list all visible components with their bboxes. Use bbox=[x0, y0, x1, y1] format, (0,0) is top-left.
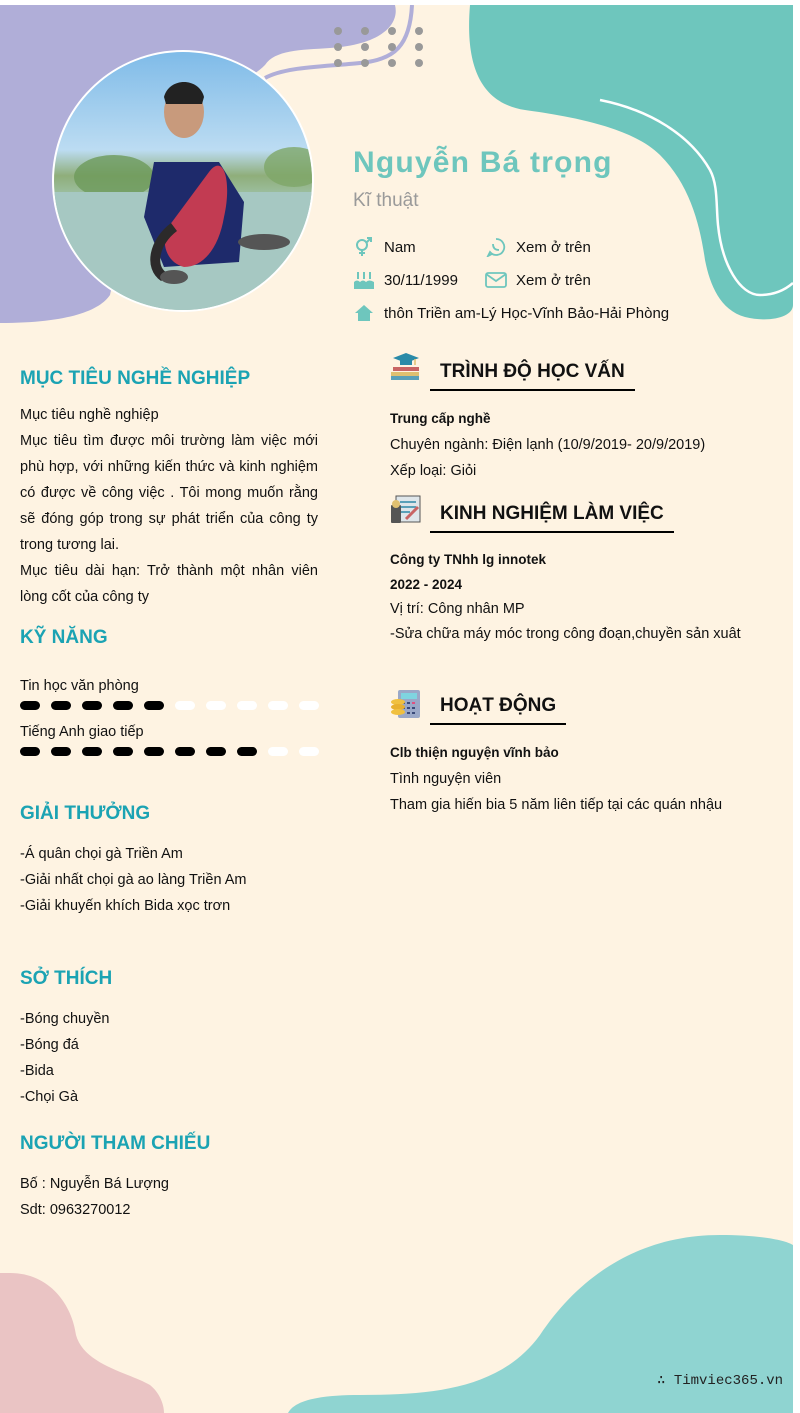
education-major: Chuyên ngành: Điện lạnh (10/9/2019- 20/9/2019) bbox=[390, 437, 706, 453]
work-document-icon bbox=[390, 493, 422, 525]
education-title: TRÌNH ĐỘ HỌC VẤN bbox=[430, 361, 635, 391]
skill-rating-bar bbox=[20, 701, 319, 710]
hobby-item: -Bida bbox=[20, 1063, 54, 1079]
address-info bbox=[353, 302, 669, 324]
cv-page bbox=[0, 5, 793, 1413]
person-with-rooster-image bbox=[54, 52, 314, 312]
education-school: Trung cấp nghề bbox=[390, 411, 491, 426]
objective-line: Mục tiêu nghề nghiệp bbox=[20, 407, 159, 423]
experience-title: KINH NGHIỆM LÀM VIỆC bbox=[430, 503, 674, 533]
envelope-icon bbox=[485, 269, 507, 291]
objective-content bbox=[20, 402, 318, 610]
activities-description: Tham gia hiến bia 5 năm liên tiếp tại các quán nhậu bbox=[390, 797, 723, 813]
address-value: thôn Triền am-Lý Học-Vĩnh Bảo-Hải Phòng bbox=[384, 304, 670, 322]
awards-title: GIẢI THƯỞNG bbox=[20, 803, 151, 824]
birthday-cake-icon bbox=[353, 269, 375, 291]
hobbies-list bbox=[20, 1006, 109, 1110]
hobbies-title: SỞ THÍCH bbox=[20, 968, 113, 989]
activities-role: Tình nguyện viên bbox=[390, 771, 502, 787]
whatsapp-phone-icon bbox=[485, 236, 507, 258]
gender-value: Nam bbox=[384, 238, 416, 256]
activities-content bbox=[390, 740, 722, 818]
hobby-item: -Chọi Gà bbox=[20, 1089, 79, 1105]
email-info bbox=[485, 269, 591, 291]
hobby-item: -Bóng đá bbox=[20, 1037, 79, 1053]
hobby-item: -Bóng chuyền bbox=[20, 1011, 110, 1027]
job-title: Kĩ thuật bbox=[353, 190, 419, 211]
activities-org: Clb thiện nguyện vĩnh bảo bbox=[390, 745, 559, 760]
skill-label: Tiếng Anh giao tiếp bbox=[20, 724, 144, 740]
birthday-value: 30/11/1999 bbox=[384, 271, 458, 289]
reference-item: Sdt: 0963270012 bbox=[20, 1202, 131, 1218]
graduation-books-icon bbox=[390, 350, 422, 382]
award-item: -Á quân chọi gà Triền Am bbox=[20, 846, 183, 862]
candidate-name: Nguyễn Bá trọng bbox=[353, 146, 613, 179]
references-title: NGƯỜI THAM CHIẾU bbox=[20, 1133, 211, 1154]
home-icon bbox=[353, 302, 375, 324]
activities-title: HOẠT ĐỘNG bbox=[430, 695, 566, 725]
award-item: -Giải nhất chọi gà ao làng Triền Am bbox=[20, 872, 247, 888]
phone-value: Xem ở trên bbox=[516, 238, 591, 256]
experience-period: 2022 - 2024 bbox=[390, 576, 463, 592]
awards-list bbox=[20, 841, 247, 919]
objective-title: MỤC TIÊU NGHỀ NGHIỆP bbox=[20, 368, 251, 389]
experience-position: Vị trí: Công nhân MP bbox=[390, 601, 525, 617]
skill-label: Tin học văn phòng bbox=[20, 678, 139, 694]
experience-company: Công ty TNhh lg innotek bbox=[390, 552, 546, 567]
calculator-coins-icon bbox=[390, 688, 422, 720]
gender-icon bbox=[353, 236, 375, 258]
objective-line: Mục tiêu dài hạn: Trở thành một nhân viên lòng cốt của công ty bbox=[20, 563, 318, 605]
email-value: Xem ở trên bbox=[516, 271, 591, 289]
experience-content bbox=[390, 548, 741, 646]
references-list bbox=[20, 1171, 169, 1223]
education-grade: Xếp loại: Giỏi bbox=[390, 463, 477, 479]
watermark: ∴ Timviec365.vn bbox=[657, 1373, 784, 1389]
reference-item: Bố : Nguyễn Bá Lượng bbox=[20, 1176, 170, 1192]
gender-info bbox=[353, 236, 416, 258]
skills-title: KỸ NĂNG bbox=[20, 627, 108, 648]
phone-info bbox=[485, 236, 591, 258]
skill-rating-bar bbox=[20, 747, 319, 756]
experience-description: -Sửa chữa máy móc trong công đoạn,chuyền sản xuât bbox=[390, 625, 741, 642]
birthday-info bbox=[353, 269, 458, 291]
education-content bbox=[390, 406, 705, 484]
profile-photo bbox=[52, 50, 314, 312]
award-item: -Giải khuyến khích Bida xọc trơn bbox=[20, 898, 231, 914]
objective-line: Mục tiêu tìm được môi trường làm việc mới phù hợp, với những kiến thức và kinh nghiệm có được về công việc . Tôi mong muốn rằng sẽ đóng góp trong sự phát triển của công ty trong tương lai. bbox=[20, 433, 318, 553]
